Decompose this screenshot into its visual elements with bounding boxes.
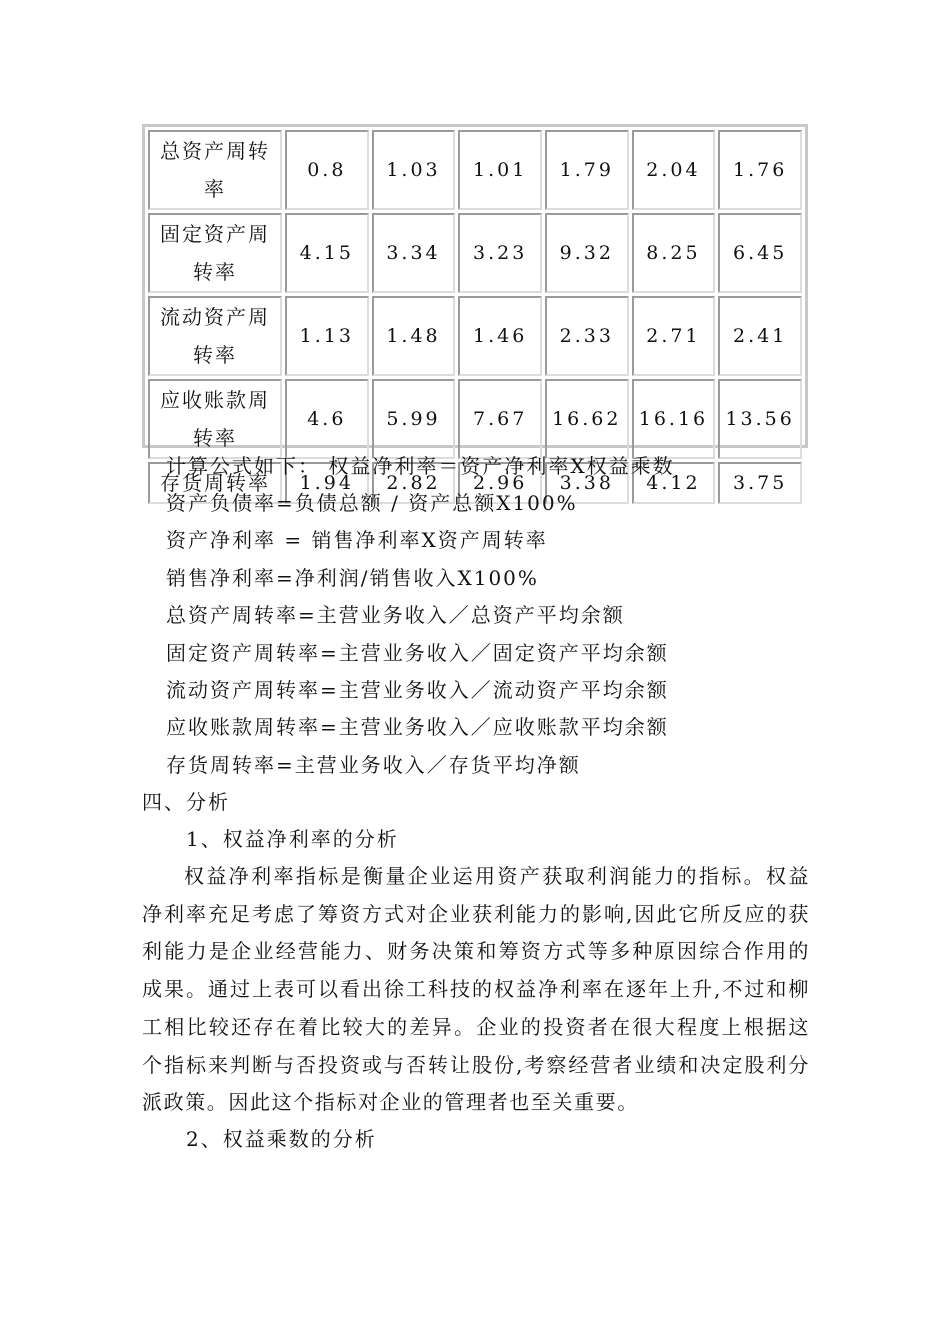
table-row	[148, 296, 802, 376]
row-label: 流动资产周转率	[148, 296, 282, 376]
table-cell: 8.25	[632, 213, 716, 293]
table-cell: 1.94	[285, 462, 369, 504]
row-label: 存货周转率	[148, 462, 282, 504]
table-cell: 1.46	[458, 296, 542, 376]
table-cell: 13.56	[718, 379, 802, 459]
table-cell: 5.99	[372, 379, 456, 459]
table-cell: 2.41	[718, 296, 802, 376]
table-cell: 1.48	[372, 296, 456, 376]
table-cell: 0.8	[285, 130, 369, 210]
formula-line: 应收账款周转率=主营业务收入／应收账款平均余额	[166, 715, 669, 739]
table-cell: 1.01	[458, 130, 542, 210]
table-cell: 1.13	[285, 296, 369, 376]
table-cell: 3.34	[372, 213, 456, 293]
table-cell: 3.23	[458, 213, 542, 293]
formula-line: 资产负债率=负债总额 / 资产总额X100%	[166, 491, 578, 515]
formula-line: 流动资产周转率=主营业务收入／流动资产平均余额	[166, 678, 669, 702]
table-row	[148, 213, 802, 293]
table-cell: 4.15	[285, 213, 369, 293]
table-cell: 1.79	[545, 130, 629, 210]
table-cell: 6.45	[718, 213, 802, 293]
table-cell: 4.6	[285, 379, 369, 459]
row-label: 总资产周转率	[148, 130, 282, 210]
table-cell: 2.04	[632, 130, 716, 210]
table-cell: 3.75	[718, 462, 802, 504]
formula-intro: 计算公式如下： 权益净利率＝资产净利率X权益乘数	[166, 454, 675, 478]
subsection-heading: 1、权益净利率的分析	[186, 827, 399, 851]
table-cell: 2.96	[458, 462, 542, 504]
row-label: 应收账款周转率	[148, 379, 282, 459]
table-cell: 2.33	[545, 296, 629, 376]
table-cell: 7.67	[458, 379, 542, 459]
table-cell: 9.32	[545, 213, 629, 293]
section-heading: 四、分析	[142, 790, 230, 814]
formula-line: 销售净利率=净利润/销售收入X100%	[166, 566, 539, 590]
formula-line: 总资产周转率=主营业务收入／总资产平均余额	[166, 603, 625, 627]
table-cell: 16.16	[632, 379, 716, 459]
table-cell: 2.82	[372, 462, 456, 504]
table-cell: 2.71	[632, 296, 716, 376]
table-cell: 1.76	[718, 130, 802, 210]
formula-line: 固定资产周转率=主营业务收入／固定资产平均余额	[166, 641, 669, 665]
analysis-paragraph: 权益净利率指标是衡量企业运用资产获取利润能力的指标。权益净利率充足考虑了筹资方式对企业获利能力的影响,因此它所反应的获利能力是企业经营能力、财务决策和筹资方式等多种原因综合作用的成果。通过上表可以看出徐工科技的权益净利率在逐年上升,不过和柳工相比较还存在着比较大的差异。企业的投资者在很大程度上根据这个指标来判断与否投资或与否转让股份,考察经营者业绩和决定股利分派政策。因此这个指标对企业的管理者也至关重要。	[142, 864, 810, 1115]
table-cell: 4.12	[632, 462, 716, 504]
table-cell: 1.03	[372, 130, 456, 210]
table-row	[148, 130, 802, 210]
row-label: 固定资产周转率	[148, 213, 282, 293]
formula-line: 存货周转率=主营业务收入／存货平均净额	[166, 753, 581, 777]
ratio-table-grid	[145, 127, 805, 507]
formula-line: 资产净利率 = 销售净利率X资产周转率	[166, 528, 548, 552]
table-row	[148, 379, 802, 459]
table-cell: 16.62	[545, 379, 629, 459]
subsection-heading: 2、权益乘数的分析	[186, 1127, 377, 1151]
table-cell: 3.38	[545, 462, 629, 504]
